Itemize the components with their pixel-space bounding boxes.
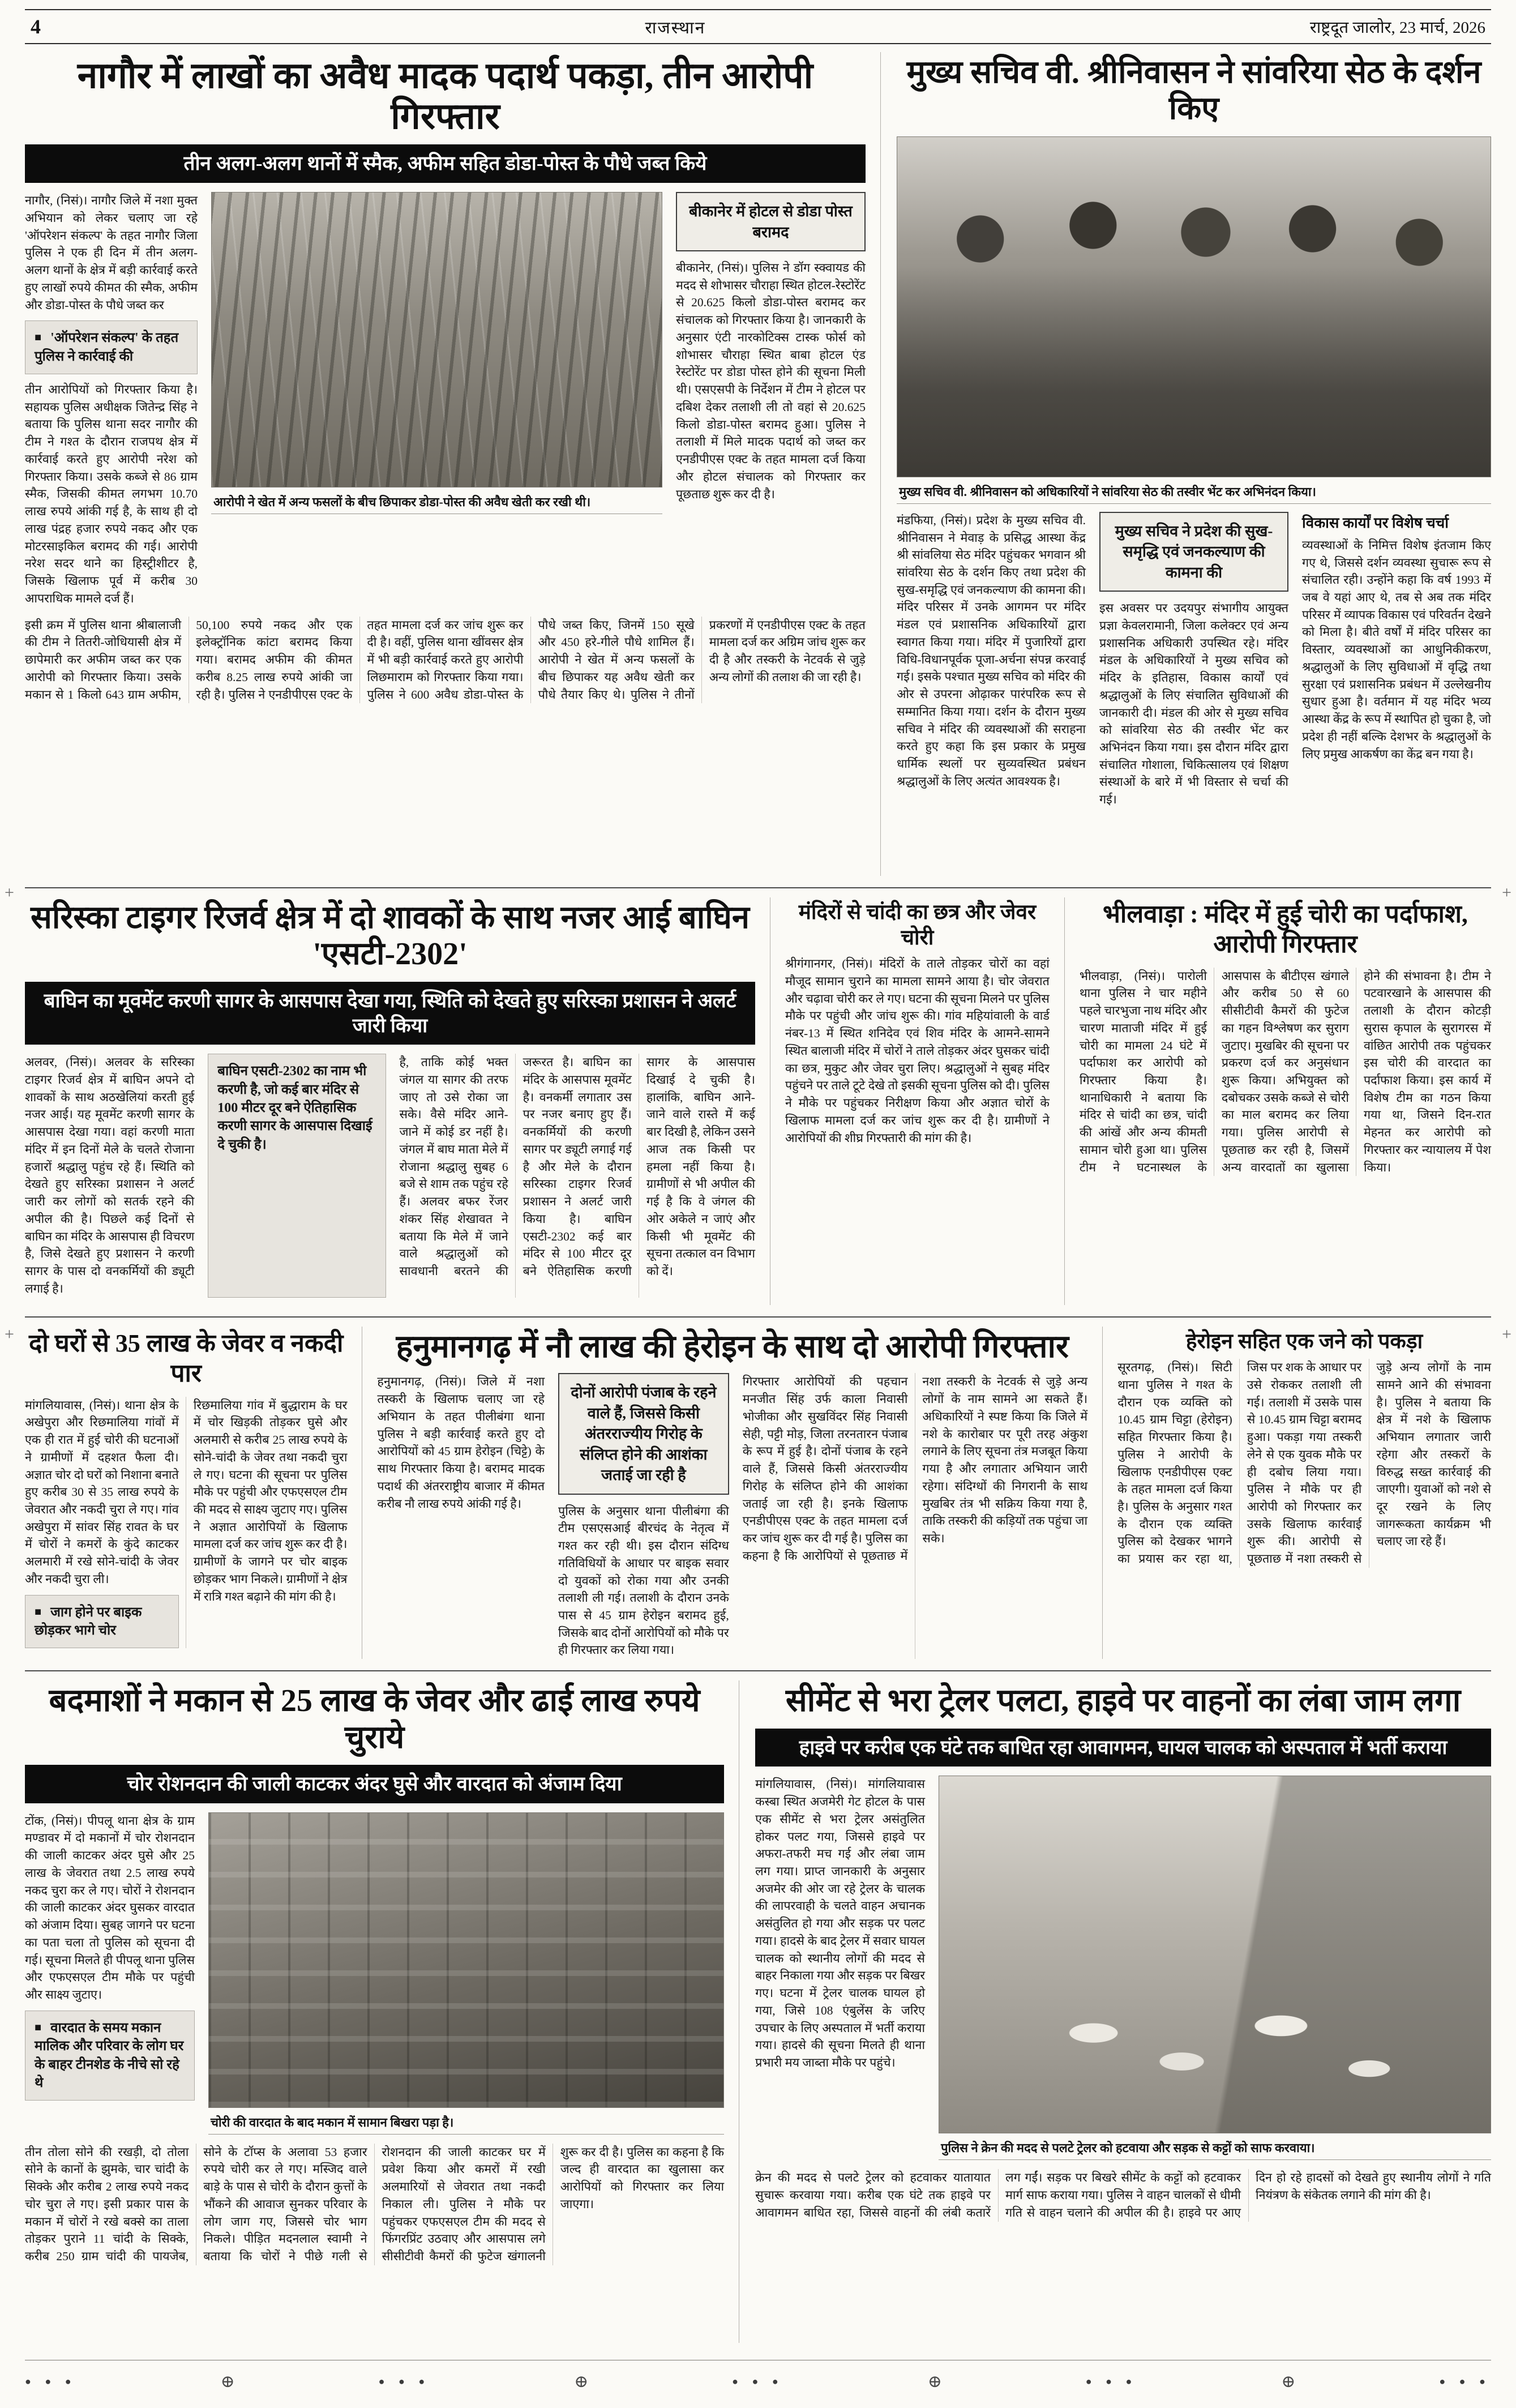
article-body: हनुमानगढ़, (निसं)। जिले में नशा तस्करी के खिलाफ चलाए जा रहे अभियान के तहत पीलीबंगा थाना पुलिस ने बड़ी कार्रवाई करते हुए दो आरोपियों को 45 ग्राम हेरोइन (चिट्टे) के साथ गिरफ्तार किया है। बरामद मादक पदार्थ की अंतरराष्ट्रीय बाजार में कीमत करीब नौ लाख रुपये आंकी गई है।: [377, 1375, 545, 1511]
article-headline: मंदिरों से चांदी का छत्र और जेवर चोरी: [798, 901, 1037, 950]
article-headline: बदमाशों ने मकान से 25 लाख के जेवर और ढाई लाख रुपये चुराये: [49, 1683, 700, 1755]
article-continued-columns: [1117, 1359, 1491, 1568]
crop-mark: +: [1502, 1325, 1511, 1344]
article-column: [25, 192, 198, 607]
article-body: है, ताकि कोई भक्त जंगल या सागर की तरफ जाए तो उसे रोका जा सके। वैसे मंदिर आने-जाने में कोई डर नहीं है। जंगल में बाघ माता मेले में रोजाना श्रद्धालु सुबह 6 बजे से शाम तक पहुंच रहे हैं। अलवर बफर रेंजर शंकर सिंह शेखावत ने बताया कि मेले में जाने वाले श्रद्धालुओं को सावधानी बरतने की जरूरत है। बाघिन का मंदिर के आसपास मूवमेंट है। वनकर्मी लगातार उस पर नजर बनाए हुए हैं। वनकर्मियों की करणी सागर पर ड्यूटी लगाई गई है और मेले के दौरान सरिस्का टाइगर रिजर्व प्रशासन ने अलर्ट जारी किया है। बाघिन एसटी-2302 कई बार मंदिर से 100 मीटर दूर बने ऐतिहासिक करणी सागर के आसपास दिखाई दे चुकी है। हालांकि, बाघिन आने-जाने वाले रास्ते में कई बार दिखी है, लेकिन उसने आज तक किसी पर हमला नहीं किया है। ग्रामीणों से भी अपील की गई है कि वे जंगल की ओर अकेले न जाएं और किसी भी मूवमेंट की सूचना तत्काल वन विभाग को दें।: [399, 1055, 755, 1278]
article-column: [558, 1373, 729, 1659]
article-body: मांगलियावास, (निसं)। थाना क्षेत्र के अखेपुरा और रिछमालिया गांवों में एक ही रात में हुई चोरी की घटनाओं ने ग्रामीणों में दहशत फैला दी। अज्ञात चोर दो घरों को निशाना बनाते हुए करीब 30 से 35 लाख रुपये के जेवरात और नकदी चुरा ले गए। गांव अखेपुरा में सांवर सिंह रावत के घर में चोरों ने कमरों के कुंदे काटकर अलमारी में रखे सोने-चांदी के जेवर और नकदी चुरा ली।: [25, 1398, 179, 1586]
section-title: राजस्थान: [645, 18, 706, 37]
article-continued-columns: [25, 617, 866, 704]
article-body: रिछमालिया गांव में बुद्धाराम के घर में चोर खिड़की तोड़कर घुसे और अलमारी से करीब 25 लाख रुपये के सोने-चांदी के जेवर तथा नकदी चुरा ले गए। घटना की सूचना पर पुलिस मौके पर पहुंची और एफएसएल टीम की मदद से साक्ष्य जुटाए गए। पुलिस ने अज्ञात आरोपियों के खिलाफ मामला दर्ज कर जांच शुरू कर दी है। ग्रामीणों के जागने पर चोर बाइक छोड़कर भाग निकले। ग्रामीणों ने क्षेत्र में रात्रि गश्त बढ़ाने की मांग की है।: [193, 1398, 348, 1603]
square-bullet-icon: ■: [35, 1605, 42, 1618]
article-continued-columns: [743, 1373, 1087, 1659]
article-column: [1099, 512, 1288, 809]
footer-dots: ● ● ●: [378, 2376, 431, 2388]
page-number: 4: [31, 15, 41, 38]
article-body: श्रीगंगानगर, (निसं)। मंदिरों के ताले तोड़कर चोरों का वहां मौजूद सामान चुराने का मामला सामने आया है। चोर जेवरात और चढ़ावा चोरी कर ले गए। घटना की सूचना मिलने पर पुलिस मौके पर पहुंची और जांच शुरू की। गांव महियांवाली के वार्ड नंबर-13 में स्थित शनिदेव एवं शिव मंदिर के आमने-सामने स्थित बालाजी मंदिर में चोरों ने ताले तोड़कर अंदर घुसकर चांदी का छत्र, मुकुट और जेवर चुरा लिए। श्रद्धालुओं ने सुबह मंदिर पहुंचने पर ताले टूटे देखे तो इसकी सूचना पुलिस को दी। पुलिस ने मौके पर पहुंचकर निरीक्षण किया और अज्ञात चोरों के खिलाफ मामला दर्ज कर जांच शुरू कर दी है। ग्रामीणों ने आरोपियों की शीघ्र गिरफ्तारी की मांग की है।: [785, 957, 1050, 1145]
article-subhead-bar: चोर रोशनदान की जाली काटकर अंदर घुसे और वारदात को अंजाम दिया: [25, 1765, 724, 1803]
article-temple-theft: [785, 897, 1065, 1305]
photo-poppy-field: [211, 192, 662, 487]
article-headline: सीमेंट से भरा ट्रेलर पलटा, हाइवे पर वाहनों का लंबा जाम लगा: [785, 1683, 1461, 1719]
pull-quote-box: [25, 2011, 195, 2101]
sub-headline-box: [25, 1595, 179, 1649]
article-bikaner-box: [676, 192, 866, 607]
bottom-section: [25, 1670, 1491, 2343]
pull-quote-text: वारदात के समय मकान मालिक और परिवार के लोग घर के बाहर टीनशेड के नीचे सो रहे थे: [35, 2020, 184, 2090]
highlight-box: मुख्य सचिव ने प्रदेश की सुख-समृद्धि एवं जनकल्याण की कामना की: [1099, 512, 1288, 592]
article-headline: दो घरों से 35 लाख के जेवर व नकदी पार: [28, 1329, 344, 1387]
photo-block: [208, 1812, 724, 2135]
article-continued-columns: [755, 2169, 1491, 2221]
article-tonk-burglary: [25, 1680, 739, 2343]
article-body: भीलवाड़ा, (निसं)। पारोली थाना पुलिस ने चार महीने पहले चारभुजा नाथ मंदिर और चारण माताजी मंदिर में हुई चोरी का मामला 24 घंटे में पर्दाफाश कर आरोपी को गिरफ्तार किया है। थानाधिकारी ने बताया कि मंदिर से चांदी का छत्र, चांदी की आंखें और अन्य कीमती सामान चोरी हुआ था। पुलिस टीम ने घटनास्थल के आसपास के बीटीएस खंगाले और करीब 50 से 60 सीसीटीवी कैमरों की फुटेज का गहन विश्लेषण कर सुराग जुटाए। मुखबिर की सूचना पर प्रकरण दर्ज कर अनुसंधान शुरू किया। अभियुक्त को दबोचकर उसके कब्जे से चोरी का माल बरामद कर लिया गया। पुलिस आरोपी से पूछताछ कर रही है, जिसमें अन्य वारदातों का खुलासा होने की संभावना है। टीम ने पटवारखाने के आसपास की तलाशी के दौरान कोटड़ी सुरास कृपाल के सुरागरस में वांछित आरोपी तक पहुंचकर इस चोरी की वारदात का पर्दाफाश किया। इस कार्य में विशेष टीम का गठन किया गया था, जिसने दिन-रात मेहनत कर आरोपी को गिरफ्तार कर न्यायालय में पेश किया।: [1079, 969, 1491, 1174]
article-body: गिरफ्तार आरोपियों की पहचान मनजीत सिंह उर्फ काला निवासी भोजीका और सुखविंदर सिंह निवासी सेही, पट्टी मोड़, जिला तरनतारन पंजाब के रूप में हुई है। दोनों पंजाब के रहने वाले हैं, जिससे किसी अंतरराज्यीय गिरोह के संलिप्त होने की आशंका जताई जा रही है। इनके खिलाफ एनडीपीएस एक्ट के तहत मामला दर्ज कर जांच शुरू कर दी गई है। पुलिस का कहना है कि आरोपियों से पूछताछ में नशा तस्करी के नेटवर्क से जुड़े अन्य लोगों के नाम सामने आ सकते हैं। अधिकारियों ने स्पष्ट किया कि जिले में नशे के कारोबार पर पूरी तरह अंकुश लगाने के लिए सूचना तंत्र मजबूत किया गया है और लगातार अभियान जारी रहेगा। संदिग्धों की निगरानी के साथ मुखबिर तंत्र भी सक्रिय किया गया है, ताकि तस्करी की कड़ियों तक पहुंचा जा सके।: [742, 1375, 1088, 1563]
article-headline: मुख्य सचिव वी. श्रीनिवासन ने सांवरिया सेठ के दर्शन किए: [906, 55, 1481, 127]
article-body: तीन तोला सोने की रखड़ी, दो तोला सोने के कानों के झुमके, चार चांदी के सिक्के और करीब 2 लाख रुपये नकद चोर चुरा ले गए। इसी प्रकार पास के मकान में चोरों ने रखे बक्से का ताला तोड़कर पुराने 11 चांदी के सिक्के, करीब 250 ग्राम चांदी की पायजेब, सोने के टॉप्स के अलावा 53 हजार रुपये चोरी कर ले गए। मस्जिद वाले बाड़े के पास से चोरी के दौरान कुत्तों के भौंकने की आवाज सुनकर परिवार के लोग जाग गए, जिससे चोर भाग निकले। पीड़ित मदनलाल स्वामी ने बताया कि चोरों ने पीछे गली से रोशनदान की जाली काटकर घर में प्रवेश किया और कमरों में रखी अलमारियों से जेवरात तथा नकदी निकाल ली। पुलिस ने मौके पर पहुंचकर एफएसएल टीम की मदद से फिंगरप्रिंट उठवाए और आसपास लगे सीसीटीवी कैमरों की फुटेज खंगालनी शुरू कर दी है। पुलिस का कहना है कि जल्द ही वारदात का खुलासा कर आरोपियों को गिरफ्तार कर लिया जाएगा।: [25, 2145, 725, 2264]
article-headline: नागौर में लाखों का अवैध मादक पदार्थ पकड़ा, तीन आरोपी गिरफ्तार: [77, 55, 813, 136]
photo-caption: मुख्य सचिव वी. श्रीनिवासन को अधिकारियों ने सांवरिया सेठ की तस्वीर भेंट कर अभिनंदन किया।: [897, 477, 1491, 504]
article-body: अलवर, (निसं)। अलवर के सरिस्का टाइगर रिजर्व क्षेत्र में बाघिन अपने दो शावकों के साथ अठखेलियां करती हुई नजर आई। यह मूवमेंट करणी सागर के आसपास देखा गया। वहां करणी माता मंदिर में इन दिनों मेले के चलते रोजाना हजारों श्रद्धालु पहुंच रहे हैं। स्थिति को देखते हुए सरिस्का प्रशासन ने अलर्ट जारी कर लोगों को सतर्क रहने की अपील की है। पिछले कई दिनों से बाघिन का मंदिर के आसपास ही विचरण है, जिसे देखते हुए प्रशासन ने करणी सागर के पास दो वनकर्मियों की ड्यूटी लगाई है।: [25, 1055, 195, 1295]
footer-dots: ● ● ●: [1439, 2376, 1491, 2388]
highlight-box: बाघिन एसटी-2302 का नाम भी करणी है, जो कई बार मंदिर से 100 मीटर दूर बने ऐतिहासिक करणी सागर के आसपास दिखाई दे चुकी है।: [208, 1054, 386, 1297]
pull-quote-box: [25, 320, 198, 374]
article-column: [25, 1812, 195, 2135]
article-body: व्यवस्थाओं के निमित्त विशेष इंतजाम किए गए थे, जिससे दर्शन व्यवस्था सुचारू रूप से संचालित रही। उन्होंने कहा कि वर्ष 1993 में जब वे यहां आए थे, तब से अब तक मंदिर परिसर में व्यापक विकास एवं परिवर्तन देखने को मिला है। बीते वर्षों में मंदिर परिसर का विस्तार, व्यवस्थाओं का आधुनिकीकरण, श्रद्धालुओं के लिए सुविधाओं में वृद्धि तथा सुरक्षा एवं प्रशासनिक प्रबंधन में उल्लेखनीय सुधार हुआ है। वर्तमान में यह मंदिर भव्य आस्था केंद्र के रूप में स्थापित हो चुका है, जो प्रदेश ही नहीं बल्कि देशभर के श्रद्धालुओं के लिए प्रमुख आकर्षण का केंद्र बन गया है।: [1302, 538, 1491, 761]
crop-mark: +: [5, 883, 14, 902]
edition-dateline: राष्ट्रदूत जालोर, 23 मार्च, 2026: [1309, 18, 1485, 37]
top-section: [25, 52, 1491, 876]
footer-dots: ● ● ●: [25, 2376, 77, 2388]
article-sariska-tigress: [25, 897, 770, 1305]
photo-caption: आरोपी ने खेत में अन्य फसलों के बीच छिपाकर डोडा-पोस्त की अवैध खेती कर रखी थी।: [211, 487, 662, 514]
band-three: [25, 1316, 1491, 1659]
article-body: टोंक, (निसं)। पीपलू थाना क्षेत्र के ग्राम मण्डावर में दो मकानों में चोर रोशनदान की जाली काटकर अंदर घुसे और 25 लाख के जेवरात तथा 2.5 लाख रुपये नकद चुरा कर ले गए। चोरों ने रोशनदान की जाली काटकर अंदर घुसकर वारदात को अंजाम दिया। सुबह जागने पर घटना का पता चला तो पुलिस को सूचना दी गई। सूचना मिलते ही पीपलू थाना पुलिस और एफएसएल टीम मौके पर पहुंची और साक्ष्य जुटाए।: [25, 1814, 195, 2002]
article-two-houses-theft: [25, 1327, 362, 1659]
article-hanumangarh-heroin: [377, 1327, 1103, 1659]
photo-caption: पुलिस ने क्रेन की मदद से पलटे ट्रेलर को हटवाया और सड़क से कट्टों को साफ करवाया।: [939, 2133, 1491, 2160]
article-cement-trailer: [755, 1680, 1491, 2343]
middle-section: [25, 887, 1491, 1305]
square-bullet-icon: ■: [35, 2021, 42, 2034]
page-footer: [25, 2360, 1491, 2392]
article-body: इस अवसर पर उदयपुर संभागीय आयुक्त प्रज्ञा केवलरामानी, जिला कलेक्टर एवं अन्य प्रशासनिक अधिकारी उपस्थित रहे। मंदिर मंडल के अधिकारियों ने मुख्य सचिव को मंदिर के इतिहास, विकास कार्यों एवं श्रद्धालुओं के लिए संचालित सुविधाओं की जानकारी दी। मंडल की ओर से मुख्य सचिव को सांवरिया सेठ की तस्वीर भेंट कर अभिनंदन किया गया। इस दौरान मंदिर द्वारा संचालित गोशाला, चिकित्सालय एवं शिक्षण संस्थाओं के बारे में भी विस्तार से चर्चा की गई।: [1099, 601, 1288, 807]
article-body: सूरतगढ़, (निसं)। सिटी थाना पुलिस ने गश्त के दौरान एक व्यक्ति को 10.45 ग्राम चिट्टा (हेरोइन) सहित गिरफ्तार किया है। पुलिस ने आरोपी के खिलाफ एनडीपीएस एक्ट के तहत मामला दर्ज किया है। पुलिस के अनुसार गश्त के दौरान एक व्यक्ति पुलिस को देखकर भागने का प्रयास कर रहा था, जिस पर शक के आधार पर उसे रोककर तलाशी ली गई। तलाशी में उसके पास से 10.45 ग्राम चिट्टा बरामद हुआ। पकड़ा गया तस्करी लेने से एक युवक मौके पर ही दबोच लिया गया। पुलिस ने मौके पर ही आरोपी को गिरफ्तार कर उसके खिलाफ कार्रवाई शुरू की। आरोपी से पूछताछ में नशा तस्करी से जुड़े अन्य लोगों के नाम सामने आने की संभावना है। पुलिस ने बताया कि क्षेत्र में नशे के खिलाफ अभियान लगातार जारी रहेगा और तस्करों के विरुद्ध सख्त कार्रवाई की जाएगी। युवाओं को नशे से दूर रखने के लिए जागरूकता कार्यक्रम भी चलाए जा रहे हैं।: [1117, 1361, 1491, 1566]
article-continued-columns: [25, 1397, 347, 1649]
article-bhilwara-theft: [1080, 897, 1491, 1305]
footer-dots: ● ● ●: [732, 2376, 784, 2388]
article-continued-columns: [400, 1054, 756, 1297]
photo-ransacked-house: [208, 1812, 724, 2108]
article-body: मंडफिया, (निसं)। प्रदेश के मुख्य सचिव वी. श्रीनिवासन ने मेवाड़ के प्रसिद्ध आस्था केंद्र श्री सांवलिया सेठ मंदिर पहुंचकर भगवान श्री सांवरिया सेठ के दर्शन किए तथा प्रदेश की सुख-समृद्धि एवं जनकल्याण की कामना की। मंदिर परिसर में उनके आगमन पर मंदिर मंडल एवं प्रशासनिक अधिकारियों द्वारा स्वागत किया गया। मंदिर में पुजारियों द्वारा विधि-विधानपूर्वक पूजा-अर्चना संपन्न करवाई गई। इसके पश्चात मुख्य सचिव को मंदिर की ओर से उपरना ओढ़ाकर पारंपरिक रूप से सम्मानित किया गया। दर्शन के दौरान मुख्य सचिव ने मंदिर की व्यवस्थाओं की सराहना करते हुए कहा कि इस प्रकार के प्रमुख धार्मिक स्थलों पर सुव्यवस्थित प्रबंधन श्रद्धालुओं के लिए अत्यंत आवश्यक है।: [897, 513, 1086, 788]
article-headline: सरिस्का टाइगर रिजर्व क्षेत्र में दो शावकों के साथ नजर आई बाघिन 'एसटी-2302': [31, 900, 750, 972]
article-suratgarh-heroin: [1117, 1327, 1491, 1659]
article-subhead-bar: तीन अलग-अलग थानों में स्मैक, अफीम सहित डोडा-पोस्त के पौधे जब्त किये: [25, 144, 866, 183]
photo-block: [939, 1776, 1491, 2160]
article-body: पुलिस के अनुसार थाना पीलीबंगा की टीम एसएसआई बीरचंद के नेतृत्व में गश्त कर रही थी। इस दौरान संदिग्ध गतिविधियों के आधार पर बाइक सवार दो युवकों को रोका गया और उनकी तलाशी ली गई। तलाशी के दौरान उनके पास से 45 ग्राम हेरोइन बरामद हुई, जिसके बाद दोनों आरोपियों को मौके पर ही गिरफ्तार कर लिया गया।: [558, 1504, 729, 1657]
registration-mark-icon: ⊕: [574, 2372, 589, 2392]
highlight-box: दोनों आरोपी पंजाब के रहने वाले हैं, जिससे किसी अंतरराज्यीय गिरोह के संलिप्त होने की आशंका जताई जा रही है: [558, 1373, 729, 1494]
article-headline: भीलवाड़ा : मंदिर में हुई चोरी का पर्दाफाश, आरोपी गिरफ्तार: [1103, 900, 1468, 958]
article-headline: हनुमानगढ़ में नौ लाख की हेरोइन के साथ दो आरोपी गिरफ्तार: [396, 1329, 1069, 1365]
crop-mark: +: [1502, 883, 1511, 902]
sub-headline-text: जाग होने पर बाइक छोड़कर भागे चोर: [35, 1605, 142, 1639]
registration-mark-icon: ⊕: [220, 2372, 235, 2392]
registration-mark-icon: ⊕: [927, 2372, 942, 2392]
crop-mark: +: [5, 1325, 14, 1344]
article-subhead-bar: बाघिन का मूवमेंट करणी सागर के आसपास देखा गया, स्थिति को देखते हुए सरिस्का प्रशासन ने अलर्ट जारी किया: [25, 982, 755, 1045]
article-headline: बीकानेर में होटल से डोडा पोस्त बरामद: [676, 192, 866, 251]
article-column: [1302, 512, 1491, 809]
masthead: [25, 9, 1491, 44]
registration-mark-icon: ⊕: [1281, 2372, 1296, 2392]
article-continued-columns: [1080, 968, 1491, 1177]
photo-caption: चोरी की वारदात के बाद मकान में सामान बिखरा पड़ा है।: [208, 2108, 724, 2135]
photo-block: [211, 192, 662, 607]
article-body: क्रेन की मदद से पलटे ट्रेलर को हटवाकर यातायात सुचारू करवाया गया। करीब एक घंटे तक हाइवे पर आवागमन बाधित रहा, जिससे वाहनों की लंबी कतारें लग गईं। सड़क पर बिखरे सीमेंट के कट्टों को हटवाकर मार्ग साफ कराया गया। पुलिस ने वाहन चालकों से धीमी गति से वाहन चलाने की अपील की है। हाइवे पर आए दिन हो रहे हादसों को देखते हुए स्थानीय लोगों ने गति नियंत्रण के संकेतक लगाने की मांग की है।: [755, 2171, 1491, 2219]
article-body: बीकानेर, (निसं)। पुलिस ने डॉग स्क्वायड की मदद से शोभासर चौराहा स्थित होटल-रेस्टोरेंट से 20.625 किलो डोडा-पोस्त बरामद कर संचालक को गिरफ्तार किया है। जानकारी के अनुसार एंटी नारकोटिक्स टास्क फोर्स को शोभासर चौराहा स्थित बाबा होटल एंड रेस्टोरेंट पर डोडा पोस्त होने की सूचना मिली थी। एसएसपी के निर्देशन में टीम ने होटल पर दबिश देकर तलाशी ली तो वहां से 20.625 किलो डोडा-पोस्त बरामद हुआ। पुलिस ने तलाशी में मिले मादक पदार्थ को जब्त कर एनडीपीएस एक्ट के तहत मामला दर्ज किया और होटल संचालक को गिरफ्तार कर पूछताछ शुरू कर दी है।: [676, 260, 866, 501]
photo-chief-secretary-visit: [897, 136, 1491, 477]
article-body: तीन आरोपियों को गिरफ्तार किया है। सहायक पुलिस अधीक्षक जितेन्द्र सिंह ने बताया कि पुलिस थाना सदर नागौर की टीम ने गश्त के दौरान राजपथ क्षेत्र में कार्रवाई करते हुए आरोपी नरेश को गिरफ्तार किया। उसके कब्जे से 86 ग्राम स्मैक, जिसकी कीमत लगभग 10.70 लाख रुपये आंकी गई है, के साथ ही दो लाख पंद्रह हजार रुपये नकद और एक मोटरसाइकिल बरामद की गई। आरोपी नरेश सदर थाने का हिस्ट्रीशीटर है, जिसके खिलाफ पूर्व में करीब 30 आपराधिक मामले दर्ज हैं।: [25, 383, 198, 605]
inline-subhead: विकास कार्यों पर विशेष चर्चा: [1302, 514, 1449, 531]
article-body: नागौर, (निसं)। नागौर जिले में नशा मुक्त अभियान को लेकर चलाए जा रहे 'ऑपरेशन संकल्प' के तहत नागौर जिला पुलिस ने एक ही दिन में तीन अलग-अलग थानों के क्षेत्र में बड़ी कार्रवाई करते हुए लाखों रुपये कीमत की स्मैक, अफीम और डोडा-पोस्त के पौधे जब्त कर: [25, 194, 198, 312]
article-body: इसी क्रम में पुलिस थाना श्रीबालाजी की टीम ने तितरी-जोधियासी क्षेत्र में छापेमारी कर अफीम जब्त कर एक आरोपी को गिरफ्तार किया। उसके मकान से 1 किलो 643 ग्राम अफीम, 50,100 रुपये नकद और एक इलेक्ट्रॉनिक कांटा बरामद किया गया। बरामद अफीम की कीमत करीब 8.25 लाख रुपये आंकी जा रही है। पुलिस ने एनडीपीएस एक्ट के तहत मामला दर्ज कर जांच शुरू कर दी है। वहीं, पुलिस थाना खींवसर क्षेत्र में भी बड़ी कार्रवाई करते हुए आरोपी लिछमाराम को गिरफ्तार किया गया। पुलिस ने 600 अवैध डोडा-पोस्त के पौधे जब्त किए, जिनमें 150 सूखे और 450 हरे-गीले पौधे शामिल हैं। आरोपी ने खेत में अन्य फसलों के बीच छिपाकर यह अवैध खेती कर पौधे तैयार किए थे। पुलिस ने तीनों प्रकरणों में एनडीपीएस एक्ट के तहत मामला दर्ज कर अग्रिम जांच शुरू कर दी है और तस्करी के नेटवर्क से जुड़े अन्य लोगों की तलाश की जा रही है।: [25, 618, 866, 702]
photo-overturned-trailer: [939, 1776, 1491, 2133]
article-headline: हेरोइन सहित एक जने को पकड़ा: [1185, 1330, 1423, 1353]
article-chief-secretary: [897, 52, 1491, 876]
article-subhead-bar: हाइवे पर करीब एक घंटे तक बाधित रहा आवागमन, घायल चालक को अस्पताल में भर्ती कराया: [755, 1729, 1491, 1767]
article-continued-columns: [25, 2144, 724, 2265]
article-body: मांगलियावास, (निसं)। मांगलियावास कस्बा स्थित अजमेरी गेट होटल के पास एक सीमेंट से भरा ट्रेलर असंतुलित होकर पलट गया, जिससे हाइवे पर अफरा-तफरी मच गई और लंबा जाम लग गया। प्राप्त जानकारी के अनुसार अजमेर की ओर जा रहे ट्रेलर के चालक की लापरवाही के चलते वाहन अचानक असंतुलित हो गया और सड़क पर पलट गया। हादसे के बाद ट्रेलर में सवार घायल चालक को स्थानीय लोगों की मदद से बाहर निकाला गया और सड़क पर बिखर गए। घटना में ट्रेलर चालक घायल हो गया, जिसे 108 एंबुलेंस के जरिए उपचार के लिए अस्पताल में भर्ती कराया गया। हादसे की सूचना मिलते ही थाना प्रभारी मय जाब्ता मौके पर पहुंचे।: [755, 1777, 926, 2070]
pull-quote-text: 'ऑपरेशन संकल्प' के तहत पुलिस ने कार्रवाई की: [35, 331, 179, 364]
square-bullet-icon: ■: [35, 331, 42, 344]
article-nagaur-drugs: [25, 52, 881, 876]
footer-dots: ● ● ●: [1085, 2376, 1138, 2388]
